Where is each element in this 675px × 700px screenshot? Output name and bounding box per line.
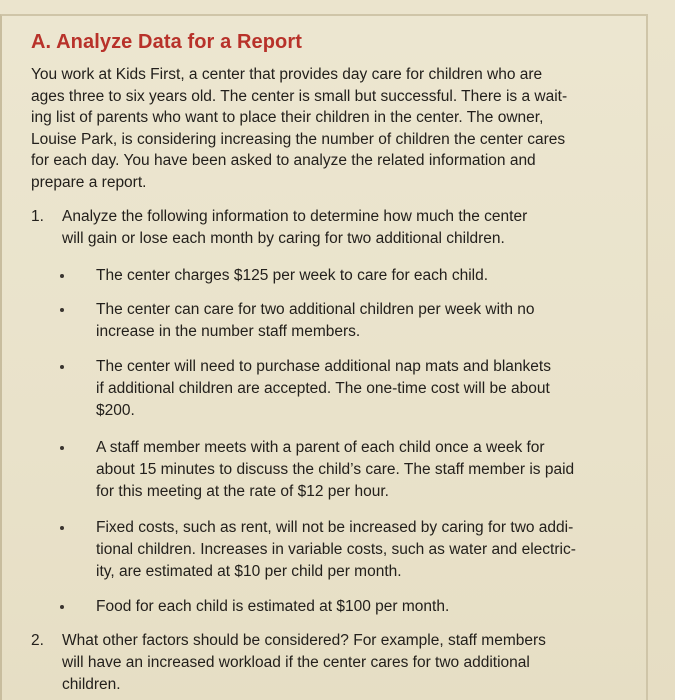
bullet-icon xyxy=(60,605,64,609)
item-text xyxy=(62,630,617,696)
item-line: What other factors should be considered? For example, staff members xyxy=(62,632,546,649)
intro-line: You work at Kids First, a center that provides day care for children who are xyxy=(31,66,543,83)
item-number: 2. xyxy=(31,632,44,649)
bullet-line: Fixed costs, such as rent, will not be increased by caring for two addi- xyxy=(96,519,574,536)
bullet-line: increase in the number staff members. xyxy=(96,323,361,340)
intro-line: for each day. You have been asked to analyze the related information and xyxy=(31,152,536,169)
bullet-line: A staff member meets with a parent of each child once a week for xyxy=(96,439,545,456)
item-line: will have an increased workload if the center cares for two additional xyxy=(62,654,530,671)
intro-line: ages three to six years old. The center is small but successful. There is a wait- xyxy=(31,87,568,105)
item-line: will gain or lose each month by caring for two additional children. xyxy=(62,230,505,247)
item-line: children. xyxy=(62,676,121,693)
item-line: Analyze the following information to determine how much the center xyxy=(62,208,528,225)
bullet-text xyxy=(96,356,626,422)
bullet-icon xyxy=(60,308,64,312)
bullet-line: for this meeting at the rate of $12 per hour. xyxy=(96,483,389,500)
bullet-text xyxy=(96,437,626,503)
bullet-line: about 15 minutes to discuss the child’s care. The staff member is paid xyxy=(96,461,575,478)
bullet-line: tional children. Increases in variable costs, such as water and electric- xyxy=(96,541,576,558)
bullet-line: ity, are estimated at $10 per child per month. xyxy=(96,563,402,580)
intro-line: Louise Park, is considering increasing the number of children the center cares xyxy=(31,130,566,148)
section-title: A. Analyze Data for a Report xyxy=(31,31,303,53)
bullet-line: The center will need to purchase additional nap mats and blankets xyxy=(96,358,551,375)
bullet-text xyxy=(96,596,626,618)
item-number: 1. xyxy=(31,208,44,225)
bullet-line: Food for each child is estimated at $100 per month. xyxy=(96,598,450,615)
bullet-line: if additional children are accepted. The one-time cost will be about xyxy=(96,380,550,397)
intro-paragraph xyxy=(31,64,611,193)
bullet-text xyxy=(96,299,626,343)
bullet-line: $200. xyxy=(96,402,135,419)
bullet-icon xyxy=(60,274,64,278)
bullet-text xyxy=(96,517,626,583)
bullet-icon xyxy=(60,365,64,369)
item-text xyxy=(62,206,617,250)
bullet-icon xyxy=(60,446,64,450)
intro-line: ing list of parents who want to place their children in the center. The owner, xyxy=(31,109,544,126)
bullet-line: The center can care for two additional children per week with no xyxy=(96,301,535,318)
bullet-text xyxy=(96,265,626,287)
bullet-icon xyxy=(60,526,64,530)
bullet-line: The center charges $125 per week to care for each child. xyxy=(96,267,489,284)
intro-line: prepare a report. xyxy=(31,173,147,191)
